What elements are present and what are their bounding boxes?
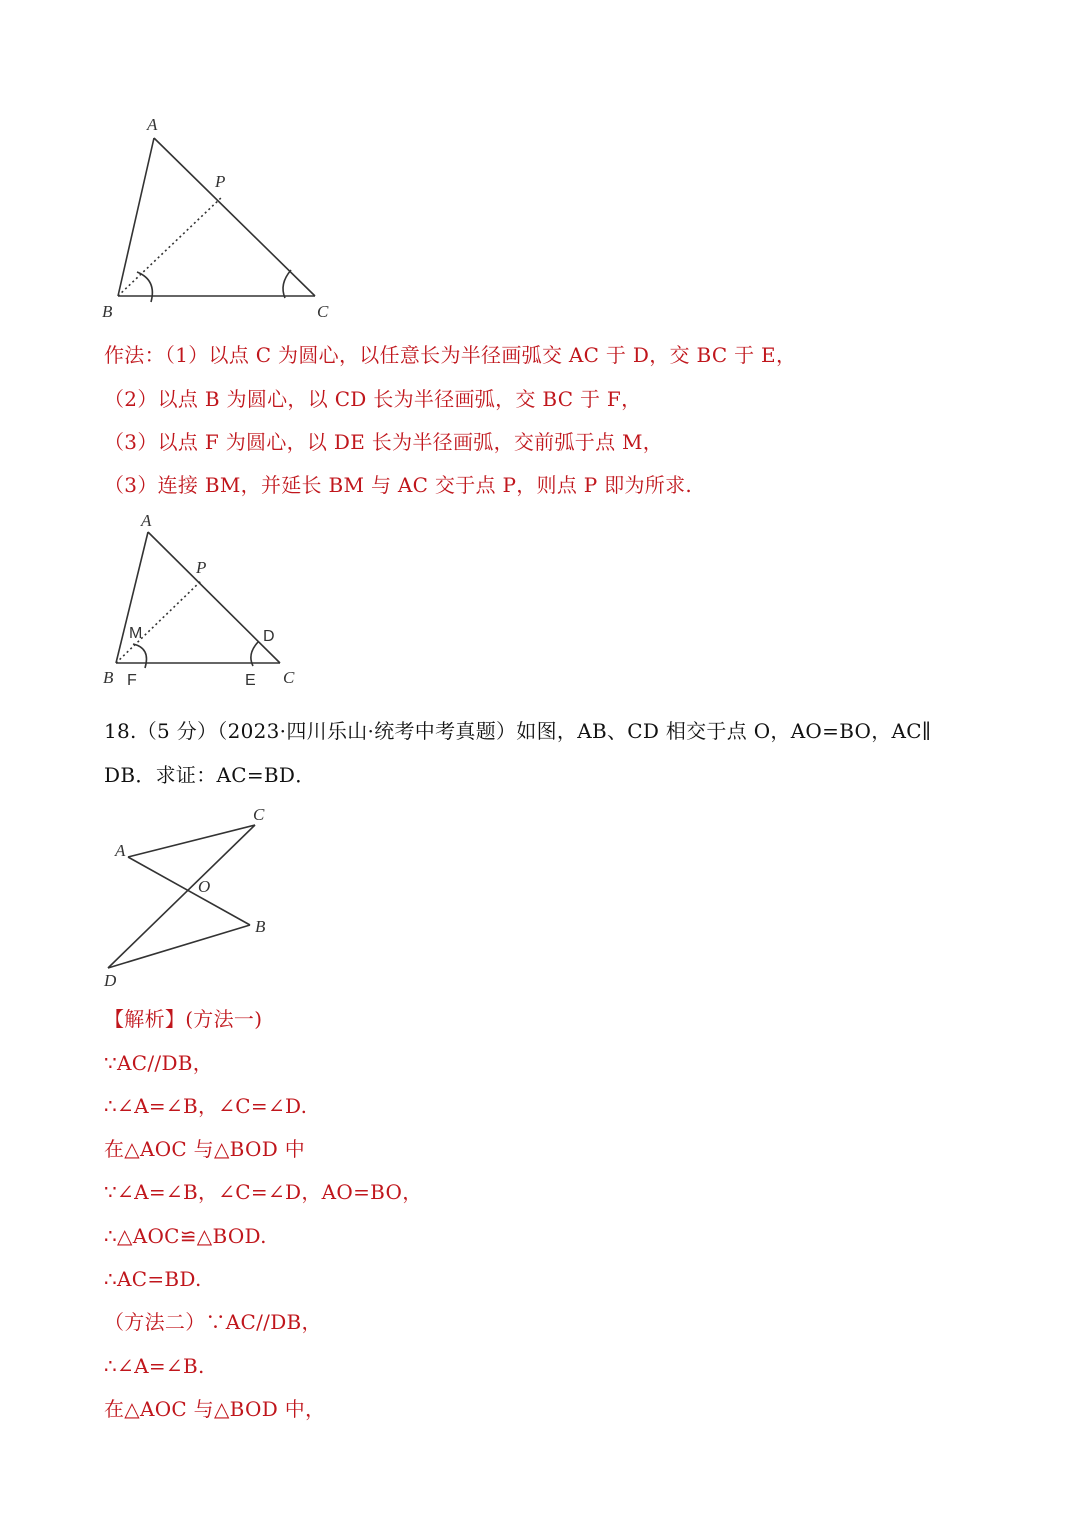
label-a: A [147,115,158,134]
segment-ac [154,138,315,296]
construction-step-3: （3）以点 F 为圆心，以 DE 长为半径画弧，交前弧于点 M， [104,430,664,454]
label-p: P [215,172,226,191]
arc-b [137,272,152,302]
label-d: D [263,628,275,645]
segment-ac [128,825,255,857]
construction-step-1: 作法：（1）以点 C 为圆心，以任意长为半径画弧交 AC 于 D，交 BC 于 E， [104,343,797,367]
figure-intersecting-segments [95,800,295,990]
solution-line-8: （方法二）∵AC//DB， [104,1310,322,1334]
label-b: B [255,917,266,936]
solution-line-6: ∴△AOC≌△BOD. [104,1224,267,1248]
figure-triangle-abc [95,110,355,330]
solution-line-1: 【解析】(方法一) [104,1007,263,1031]
segment-bp [116,580,202,663]
question-18-line-1: 18.（5 分）（2023·四川乐山·统考中考真题）如图，AB、CD 相交于点 O，AO=BO，AC∥ [104,719,932,743]
label-c: C [253,805,265,824]
segment-bp [118,196,223,296]
label-f: F [127,672,137,689]
label-c: C [317,302,329,321]
solution-line-10: 在△AOC 与△BOD 中， [104,1397,326,1421]
label-d: D [104,971,117,990]
label-b: B [102,302,113,321]
solution-line-5: ∵∠A=∠B，∠C=∠D，AO=BO， [104,1180,423,1204]
label-a: A [115,841,126,860]
label-o: O [198,877,211,896]
solution-line-9: ∴∠A=∠B. [104,1354,205,1378]
segment-ac [148,532,280,663]
arc-m [133,644,147,668]
solution-line-7: ∴AC=BD. [104,1267,202,1291]
segment-ab [116,532,148,663]
solution-line-3: ∴∠A=∠B，∠C=∠D. [104,1094,308,1118]
arc-c [283,270,291,298]
label-c: C [283,668,295,687]
label-p: P [196,558,207,577]
construction-step-4: （3）连接 BM，并延长 BM 与 AC 交于点 P，则点 P 即为所求. [104,473,693,497]
segment-ab [118,138,154,296]
solution-line-4: 在△AOC 与△BOD 中 [104,1137,306,1161]
construction-step-2: （2）以点 B 为圆心，以 CD 长为半径画弧，交 BC 于 F， [104,387,642,411]
label-a: A [141,511,152,530]
figure-construction [95,508,315,693]
label-b: B [103,668,114,687]
segment-ab [128,857,250,925]
label-e: E [245,672,256,689]
question-18-line-2: DB．求证：AC=BD． [104,763,316,787]
solution-line-2: ∵AC//DB， [104,1051,214,1075]
label-m: M [129,625,143,642]
